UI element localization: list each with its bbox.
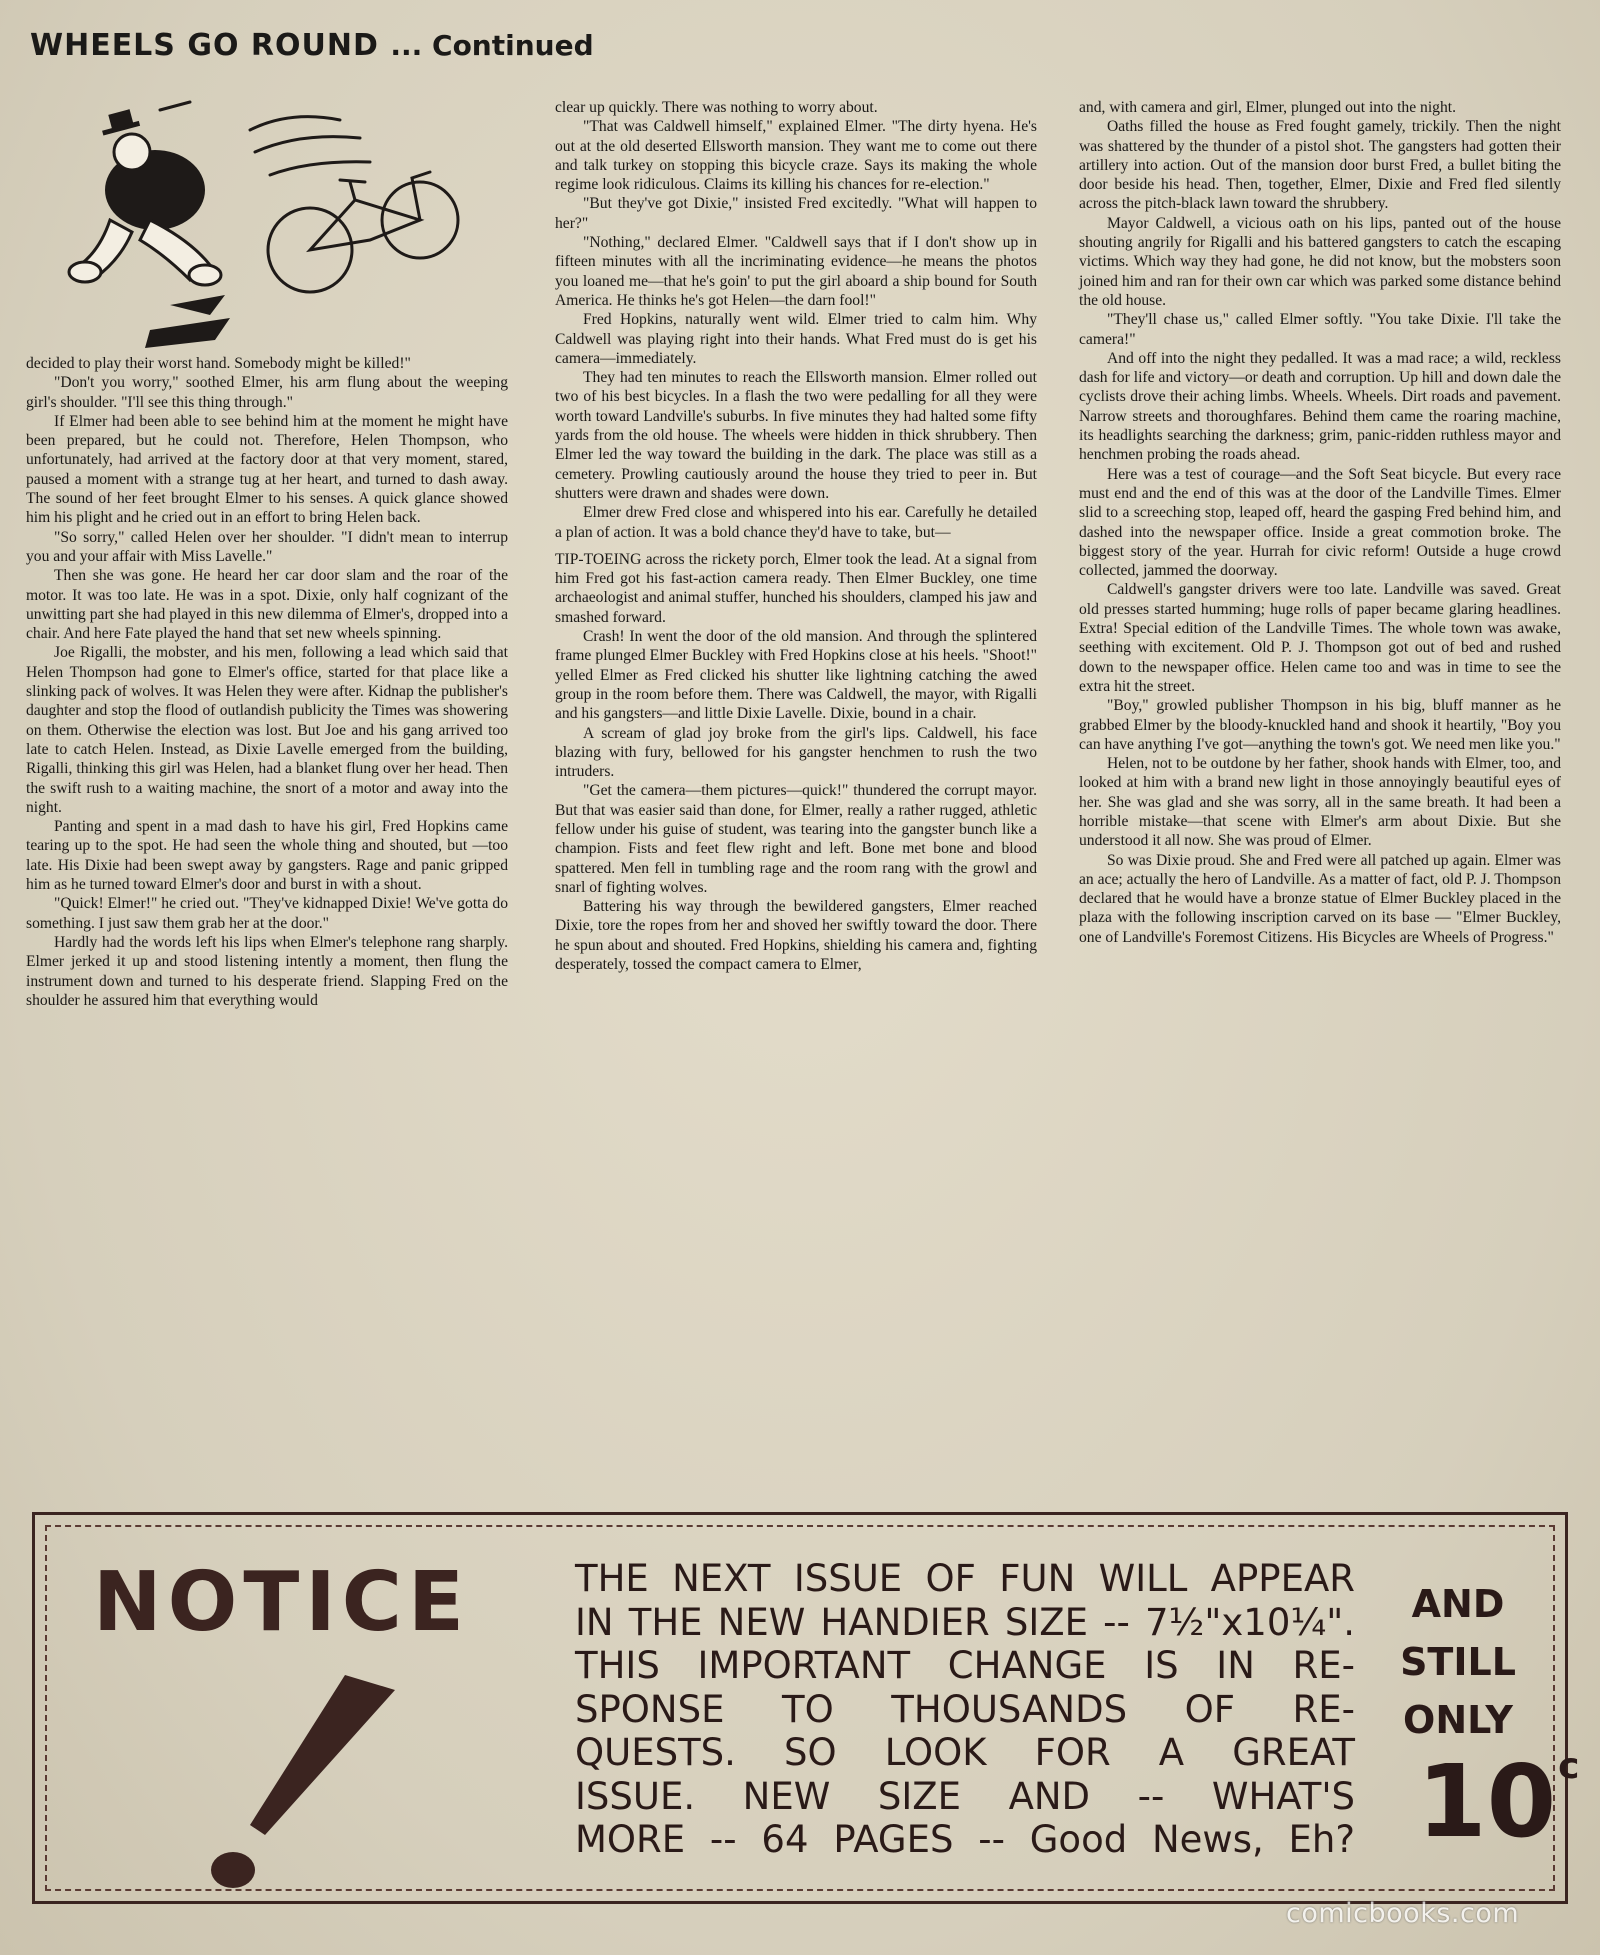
notice-line: ISSUE. NEW SIZE AND -- WHAT'S — [575, 1774, 1355, 1818]
paragraph: A scream of glad joy broke from the girl's lips. Caldwell, his face blazing with fury, bellowed for his gangster henchmen to rush the two intruders. — [555, 724, 1037, 781]
paragraph: "But they've got Dixie," insisted Fred excitedly. "What will happen to her?" — [555, 195, 1037, 232]
paragraph: and, with camera and girl, Elmer, plunged out into the night. — [1079, 99, 1456, 116]
paragraph: If Elmer had been able to see behind him at the moment he might have been prepared, but he could not. Therefore, Helen Thompson, who unfortunately, had arrived at the factory door at that very moment, stared, paused a moment with a strange tug at her heart, and turned to dash away. The sound of her feet brought Elmer to his senses. A quick glance showed him his plight and he cried out in an effort to bring Helen back. — [26, 412, 508, 527]
paragraph: And off into the night they pedalled. It was a mad race; a wild, reckless dash for life and victory—or death and corruption. Up hill and down dale the cyclists drove their aching limbs. Wheels. Wheels. Dirt roads and pavement. Narrow streets and thoroughfares. Behind them came the roaring machine, its headlights searching the darkness; grim, panic-ridden ruthless mayor and henchmen probing the roads ahead. — [1079, 349, 1561, 464]
continued-label: ... Continued — [390, 29, 594, 62]
paragraph: Crash! In went the door of the old mansion. And through the splintered frame plunged Elmer Buckley with Fred Hopkins close at his heels. "Shoot!" yelled Elmer as Fred clicked his shutter like lightning catching the awed group in the room before them. There was Caldwell, the mayor, with Rigalli and his gangsters—and little Dixie Lavelle. Dixie, bound in a chair. — [555, 628, 1037, 723]
paragraph: Fred Hopkins, naturally went wild. Elmer tried to calm him. Why Caldwell was playing right into their hands. What Fred must do is get his camera—immediately. — [555, 311, 1037, 367]
paragraph: Mayor Caldwell, a vicious oath on his lips, panted out of the house shouting angrily for Rigalli and his battered gangsters to catch the escaping victims. Which way they had gone, he did not know, but the mobsters soon joined him and ran for their own car which was parked some distance behind the old house. — [1079, 214, 1561, 309]
notice-line: THE NEXT ISSUE OF FUN WILL APPEAR — [575, 1557, 1355, 1600]
paragraph: Here was a test of courage—and the Soft Seat bicycle. But every race must end and the end of this was at the door of the Landville Times. Elmer slid to a screeching stop, leaped off, heard the gasping Fred behind him, and dashed into the newspaper office. Inside a great commotion broke. The biggest story of the year. Hurrah for civic reform! Outside a huge crowd collected, jammed the doorway. — [1079, 465, 1561, 580]
notice-box — [32, 1512, 1580, 1904]
paragraph: Helen, not to be outdone by her father, shook hands with Elmer, too, and looked at him with a brand new light in those annoyingly beautiful eyes of her. She was glad and she was sorry, all in the same breath. It had been a horrible mistake—that scene with Elmer's arm about Dixie. But she understood it all now. She was proud of Elmer. — [1079, 755, 1561, 850]
paragraph: Elmer drew Fred close and whispered into his ear. Carefully he detailed a plan of action. It was a bold chance they'd have to take, but— — [555, 504, 1037, 541]
notice-side-text — [1383, 1575, 1533, 1749]
paragraph: Hardly had the words left his lips when Elmer's telephone rang sharply. Elmer jerked it up and stood listening intently a moment, then flung the instrument down and turned to his desperate friend. Slapping Fred on the shoulder he assured him that everything would — [26, 933, 508, 1009]
exclamation-icon — [195, 1665, 415, 1895]
site-watermark: comicbooks.com — [1286, 1898, 1520, 1929]
notice-title: NOTICE — [93, 1555, 470, 1650]
section-opening-paragraph: TIP-TOEING across the rickety porch, Elmer took the lead. At a signal from him Fred got his fast-action camera ready. Then Elmer Buckley, one time archaeologist and animal stuffer, hunched his shoulders, clamped his jaw and smashed forward. — [555, 550, 1037, 626]
text-column-1 — [26, 354, 508, 1484]
side-line: ONLY — [1403, 1698, 1513, 1742]
paragraph: Battering his way through the bewildered gangsters, Elmer reached Dixie, tore the ropes from her and shoved her swiftly toward the door. There he spun about and shouted. Fred Hopkins, shielding his camera and, fighting desperately, tossed the compact camera to Elmer, — [555, 898, 1037, 974]
paragraph: "Don't you worry," soothed Elmer, his arm flung about the weeping girl's shoulder. "I'll see this thing through." — [26, 374, 508, 411]
price-label — [1417, 1743, 1580, 1860]
notice-line: SPONSE TO THOUSANDS OF RE- — [575, 1687, 1355, 1731]
side-line: AND — [1411, 1582, 1505, 1626]
paragraph: "Quick! Elmer!" he cried out. "They've kidnapped Dixie! We've gotta do something. I just saw them grab her at the door." — [26, 895, 508, 932]
paragraph: Oaths filled the house as Fred fought gamely, trickily. Then the night was shattered by the thunder of a pistol shot. The gangsters had gotten their artillery into action. Out of the mansion door burst Fred, a bullet biting the door beside his head. Then, together, Elmer, Dixie and Fred fled silently across the pitch-black lawn toward the shrubbery. — [1079, 118, 1561, 213]
cartoon-illustration — [40, 90, 520, 360]
paragraph: "Get the camera—them pictures—quick!" thundered the corrupt mayor. But that was easier said than done, for Elmer, really a rather rugged, athletic fellow under his guise of student, was tearing into the gangster bunch like a champion. Fists and feet flew right and left. Bone met bone and blood spattered. Men fell in tumbling rage and the room rang with the growl and snarl of fighting wolves. — [555, 782, 1037, 896]
paragraph: "They'll chase us," called Elmer softly. "You take Dixie. I'll take the camera!" — [1079, 311, 1561, 348]
story-title: WHEELS GO ROUND — [30, 28, 379, 63]
notice-body — [575, 1557, 1355, 1862]
paragraph: Joe Rigalli, the mobster, and his men, following a lead which said that Helen Thompson had gone to Elmer's office, started for that place like a slinking pack of wolves. It was Helen they were after. Kidnap the publisher's daughter and stop the flood of outlandish publicity the Times was showering on them. Otherwise the election was lost. But Joe and his gang arrived too late to catch Helen. Instead, as Dixie Lavelle emerged from the building, Rigalli, thinking this girl was Helen, had a blanket flung over her head. Then the swift rush to a waiting machine, the snort of a motor and away into the night. — [26, 644, 508, 816]
notice-line: IN THE NEW HANDIER SIZE -- 7½"x10¼". — [575, 1600, 1355, 1644]
notice-line: QUESTS. SO LOOK FOR A GREAT — [575, 1731, 1355, 1774]
side-line: STILL — [1400, 1640, 1516, 1684]
paragraph: "Boy," growled publisher Thompson in his big, bluff manner as he grabbed Elmer by the bloody-knuckled hand and shook it heartily, "Boy you can have anything I've got—anything the town's got. We need men like you." — [1079, 697, 1561, 753]
paragraph: clear up quickly. There was nothing to worry about. — [555, 99, 878, 116]
paragraph: So was Dixie proud. She and Fred were all patched up again. Elmer was an ace; actually the hero of Landville. As a matter of fact, old P. J. Thompson declared that he would have a bronze statue of Elmer Buckley placed in the plaza with the following inscription carved on its base — "Elmer Buckley, one of Landville's Foremost Citizens. His Bicycles are Wheels of Progress." — [1079, 851, 1561, 946]
paragraph: Then she was gone. He heard her car door slam and the roar of the motor. It was too late. He was in a spot. Dixie, only half cognizant of the unwitting part she had played in this new dilemma of Elmer's, dropped into a chair. And here Fate played the hand that set new wheels spinning. — [26, 567, 508, 643]
paragraph: Panting and spent in a mad dash to have his girl, Fred Hopkins came tearing up to the spot. He had seen the whole thing and shouted, but —too late. His Dixie had been swept away by gangsters. Rage and panic gripped him as he turned toward Elmer's door and burst in with a shout. — [26, 818, 508, 894]
price-unit: c — [1558, 1746, 1580, 1787]
story-header — [30, 28, 594, 63]
paragraph: "So sorry," called Helen over her shoulder. "I didn't mean to interrup you and your affair with Miss Lavelle." — [26, 528, 508, 565]
paragraph: They had ten minutes to reach the Ellsworth mansion. Elmer rolled out two of his best bicycles. In a flash the two were pedalling for all they were worth toward Landville's suburbs. In five minutes they had halted some fifty yards from the old house. The wheels were hidden in thick shrubbery. Then Elmer led the way toward the building in the dark. The place was still as a cemetery. Prowling cautiously around the house they tried to peer in. But shutters were drawn and shades were down. — [555, 369, 1037, 502]
notice-line: THIS IMPORTANT CHANGE IS IN RE- — [575, 1644, 1355, 1687]
paragraph: Caldwell's gangster drivers were too late. Landville was saved. Great old presses started humming; huge rolls of paper became glaring headlines. Extra! Special edition of the Landville Times. The whole town was awake, seething with excitement. Old P. J. Thompson got out of bed and rushed down to the newspaper office. Helen came too and was in time to see the extra hit the street. — [1079, 581, 1561, 695]
text-column-2 — [555, 98, 1037, 1488]
text-column-3 — [1079, 98, 1561, 1488]
paragraph: "That was Caldwell himself," explained Elmer. "The dirty hyena. He's out at the old deserted Ellsworth mansion. They want me to come out there and talk turkey on stopping this bicycle craze. Says its making the whole regime look ridiculous. Claims its killing his chances for re-election." — [555, 118, 1037, 194]
paragraph: decided to play their worst hand. Somebody might be killed!" — [26, 355, 411, 372]
paragraph: "Nothing," declared Elmer. "Caldwell says that if I don't show up in fifteen minutes with all the incriminating evidence—he means the photos you loaned me—that he's goin' to put the girl aboard a ship bound for South America. He thinks he's got Helen—the darn fool!" — [555, 234, 1037, 309]
price-value: 10 — [1417, 1743, 1557, 1860]
notice-line: MORE -- 64 PAGES -- Good News, Eh? — [575, 1818, 1355, 1861]
